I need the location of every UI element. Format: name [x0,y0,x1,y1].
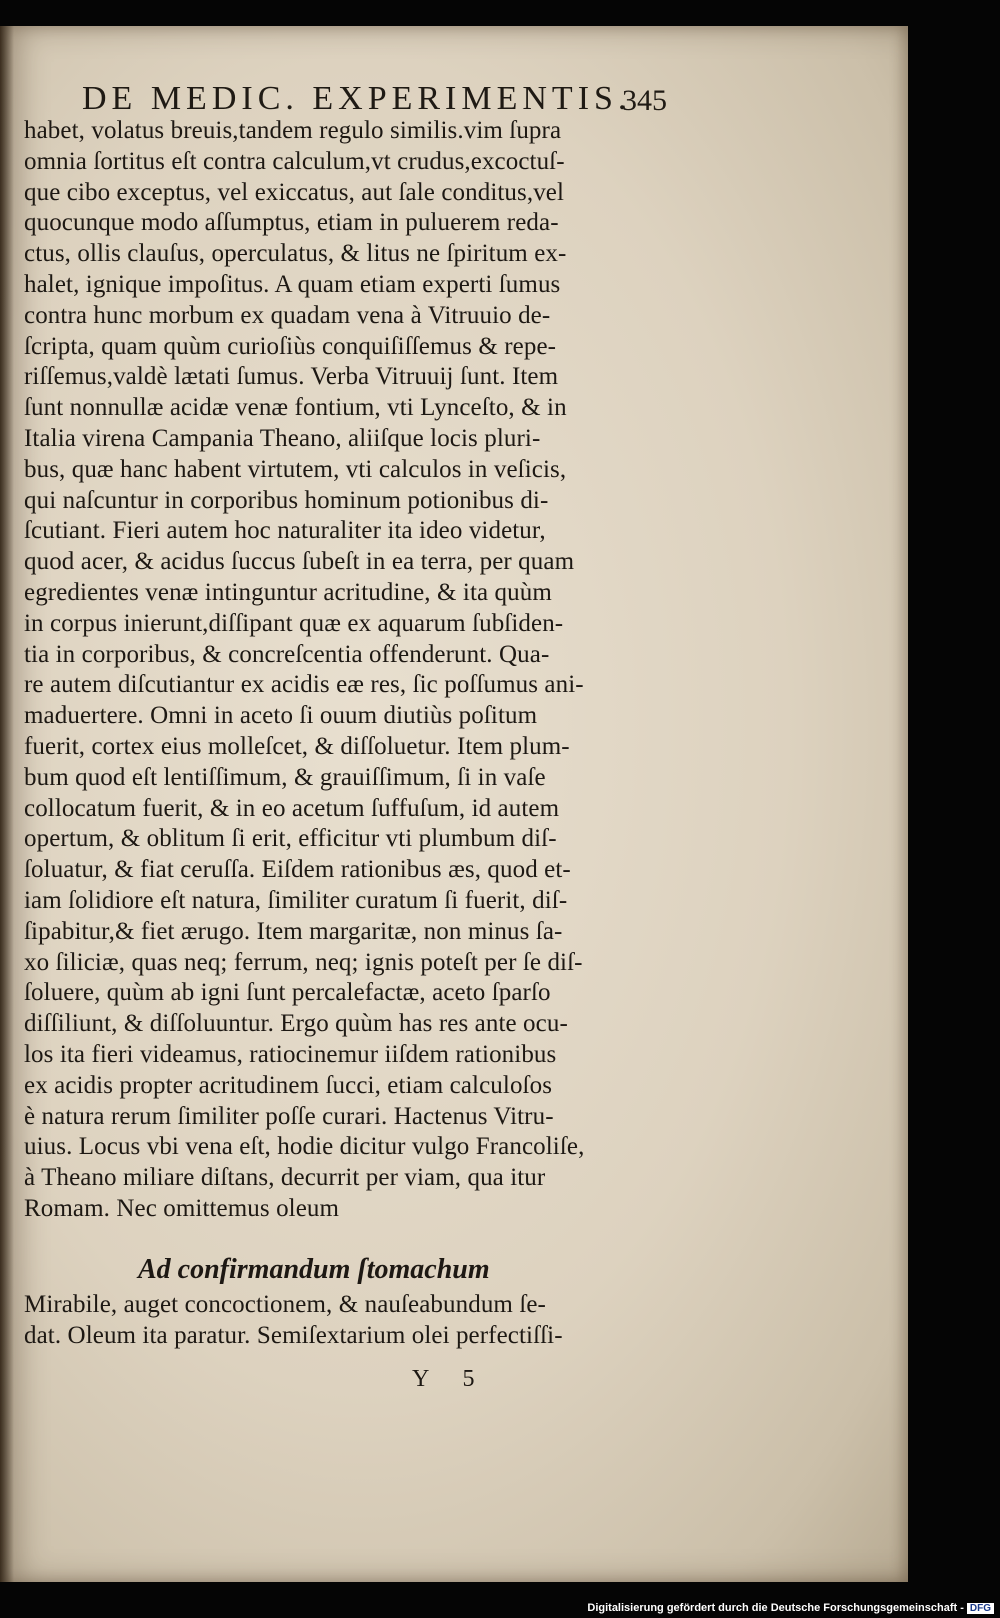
text-line: opertum, & oblitum ſi erit, efficitur vti plumbum diſ- [24,825,557,853]
text-line: quocunque modo aſſumptus, etiam in puluerem reda- [24,209,559,237]
text-line: ſipabitur,& fiet ærugo. Item margaritæ, non minus ſa- [24,917,563,945]
text-line: maduertere. Omni in aceto ſi ouum diutiùs poſitum [24,702,538,730]
text-line: diſſiliunt, & diſſoluuntur. Ergo quùm has res ante ocu- [24,1010,568,1038]
text-line: ex acidis propter acritudinem ſucci, etiam calculoſos [24,1071,553,1099]
text-line: Romam. Nec omittemus oleum [24,1194,340,1222]
text-line: ſoluere, quùm ab igni ſunt percalefactæ, aceto ſparſo [24,979,551,1007]
text-line: tia in corporibus, & concreſcentia offenderunt. Qua- [24,640,550,668]
text-line: Italia virena Campania Theano, aliiſque locis pluri- [24,424,541,452]
text-line: iam ſolidiore eſt natura, ſimiliter curatum ſi fuerit, diſ- [24,886,568,914]
text-line: collocatum fuerit, & in eo acetum ſuffuſum, id autem [24,794,560,822]
text-line: ſcutiant. Fieri autem hoc naturaliter ita ideo videtur, [24,517,546,545]
text-line: xo ſiliciæ, quas neq; ferrum, neq; ignis poteſt per ſe diſ- [24,948,583,976]
text-line: re autem diſcutiantur ex acidis eæ res, ſic poſſumus ani- [24,671,584,699]
text-line: egredientes venæ intinguntur acritudine, & ita quùm [24,578,552,606]
text-line: omnia ſortitus eſt contra calculum,vt crudus,excoctuſ- [24,147,565,175]
text-line: è natura rerum ſimiliter poſſe curari. Hactenus Vitru- [24,1102,554,1130]
text-line: ctus, ollis clauſus, operculatus, & litus ne ſpiritum ex- [24,240,567,268]
digitization-credit [587,1602,994,1614]
text-line: ſcripta, quam quùm curioſiùs conquiſiſſemus & repe- [24,332,557,360]
text-line: à Theano miliare diſtans, decurrit per viam, qua itur [24,1164,546,1192]
text-line: dat. Oleum ita paratur. Semiſextarium olei perfectiſſi- [24,1321,563,1349]
text-line: contra hunc morbum ex quadam vena à Vitruuio de- [24,301,551,329]
running-head: DE MEDIC. EXPERIMENTIS. [82,80,632,117]
text-line: qui naſcuntur in corporibus hominum potionibus di- [24,486,549,514]
text-line: quod acer, & acidus ſuccus ſubeſt in ea terra, per quam [24,548,575,576]
text-line: ſunt nonnullæ acidæ venæ fontium, vti Lynceſto, & in [24,394,567,422]
page-number: 345 [622,84,667,117]
text-line: fuerit, cortex eius molleſcet, & diſſoluetur. Item plum- [24,732,570,760]
text-line: los ita fieri videamus, ratiocinemur iiſdem rationibus [24,1040,557,1068]
dfg-logo: DFG [967,1603,994,1614]
credit-text: Digitalisierung gefördert durch die Deutsche Forschungsgemeinschaft - [587,1602,964,1614]
text-line: Mirabile, auget concoctionem, & nauſeabundum ſe- [24,1291,546,1318]
section-heading: Ad confirmandum ſtomachum [138,1254,490,1285]
text-line: riſſemus,valdè lætati ſumus. Verba Vitruuij ſunt. Item [24,363,559,391]
text-line: halet, ignique impoſitus. A quam etiam experti ſumus [24,270,561,298]
body-text-continued [24,1290,674,1352]
body-text [24,116,674,1225]
text-line: habet, volatus breuis,tandem regulo similis.vim ſupra [24,117,562,144]
text-line: bum quod eſt lentiſſimum, & grauiſſimum, ſi in vaſe [24,763,546,791]
book-page [0,26,908,1582]
signature-mark: Y 5 [412,1366,489,1392]
text-line: que cibo exceptus, vel exiccatus, aut ſale conditus,vel [24,178,565,206]
text-line: in corpus inierunt,diſſipant quæ ex aquarum ſubſiden- [24,609,564,637]
text-line: bus, quæ hanc habent virtutem, vti calculos in veſicis, [24,455,567,483]
text-line: uius. Locus vbi vena eſt, hodie dicitur vulgo Francoliſe, [24,1133,585,1161]
text-line: ſoluatur, & fiat ceruſſa. Eiſdem rationibus æs, quod et- [24,856,571,884]
